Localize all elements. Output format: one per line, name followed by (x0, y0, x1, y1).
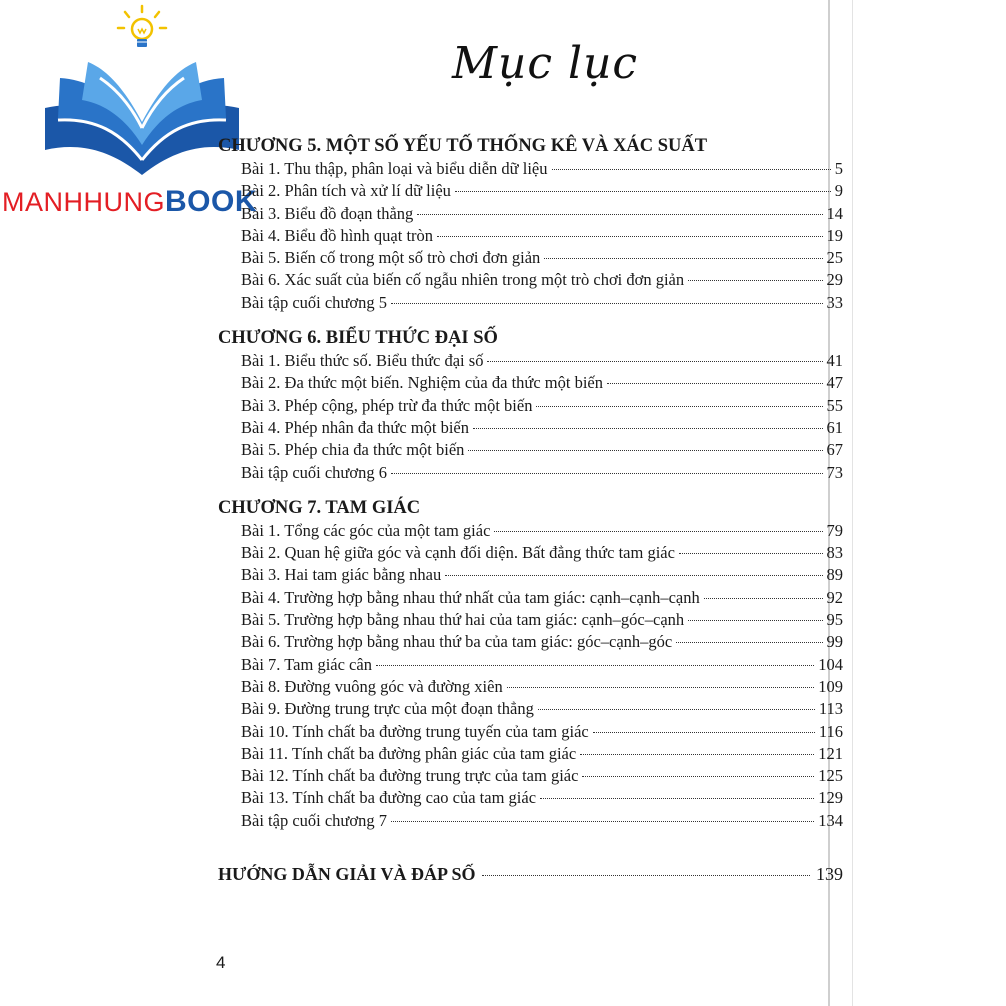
entry-page: 121 (818, 743, 843, 763)
toc-entry (218, 439, 843, 461)
dot-leader (679, 553, 823, 554)
chapter-heading: CHƯƠNG 7. TAM GIÁC (218, 497, 421, 518)
entry-label: Bài 9. Đường trung trực của một đoạn thẳng (241, 699, 534, 719)
entry-page: 139 (816, 864, 843, 885)
toc-entry (218, 350, 843, 372)
entry-label: Bài 7. Tam giác cân (241, 654, 372, 674)
entry-label: Bài 3. Hai tam giác bằng nhau (241, 565, 442, 585)
entry-label: Bài 5. Biến cố trong một số trò chơi đơn giản (241, 248, 541, 268)
toc-entry (218, 158, 843, 180)
entry-label: Bài 3. Phép cộng, phép trừ đa thức một biến (241, 395, 533, 415)
entry-page: 19 (826, 225, 843, 245)
toc-entry (218, 542, 843, 564)
entry-label: Bài 12. Tính chất ba đường trung trực của tam giác (241, 766, 579, 786)
book-lightbulb-icon (0, 0, 250, 185)
toc-entry (218, 564, 843, 586)
entry-page: 89 (826, 565, 843, 585)
toc-entry (218, 609, 843, 631)
entry-label: Bài tập cuối chương 7 (241, 810, 387, 830)
toc-entry (218, 765, 843, 787)
toc-entry (218, 225, 843, 247)
toc-entry (218, 676, 843, 698)
entry-page: 129 (818, 788, 843, 808)
dot-leader (582, 776, 814, 777)
entry-page: 95 (826, 610, 843, 630)
spacer (218, 484, 843, 496)
spacer (218, 314, 843, 326)
dot-leader (391, 821, 814, 822)
entry-page: 116 (818, 721, 843, 741)
entry-label: Bài 8. Đường vuông góc và đường xiên (241, 676, 503, 696)
entry-page: 99 (826, 632, 843, 652)
dot-leader (437, 236, 822, 237)
entry-page: 104 (818, 654, 843, 674)
dot-leader (607, 383, 822, 384)
toc-entry (218, 520, 843, 542)
chapter-heading: CHƯƠNG 6. BIỂU THỨC ĐẠI SỐ (218, 328, 498, 349)
entry-label: HƯỚNG DẪN GIẢI VÀ ĐÁP SỐ (218, 864, 476, 885)
toc-entry (218, 269, 843, 291)
logo-text-blue: BOOK (165, 185, 257, 218)
toc-entry (218, 292, 843, 314)
entry-page: 55 (826, 395, 843, 415)
toc-entry (218, 810, 843, 832)
toc-entry (218, 787, 843, 809)
entry-label: Bài 1. Tổng các góc của một tam giác (241, 520, 491, 540)
dot-leader (688, 620, 822, 621)
entry-label: Bài 4. Phép nhân đa thức một biến (241, 417, 469, 437)
entry-page: 109 (818, 676, 843, 696)
dot-leader (445, 575, 822, 576)
dot-leader (494, 531, 822, 532)
entry-page: 5 (834, 159, 843, 178)
entry-label: Bài 2. Phân tích và xử lí dữ liệu (241, 181, 451, 201)
dot-leader (391, 303, 823, 304)
entry-label: Bài 4. Biểu đồ hình quạt tròn (241, 225, 434, 245)
dot-leader (580, 754, 814, 755)
dot-leader (540, 798, 814, 799)
entry-page: 9 (834, 181, 843, 201)
dot-leader (676, 642, 822, 643)
toc-entry (218, 587, 843, 609)
entry-label: Bài 5. Phép chia đa thức một biến (241, 440, 465, 460)
toc-entry (218, 203, 843, 225)
entry-page: 61 (826, 417, 843, 437)
page-edge-line-secondary (852, 0, 853, 1006)
entry-page: 113 (818, 699, 843, 719)
dot-leader (455, 191, 831, 192)
entry-label: Bài 2. Đa thức một biến. Nghiệm của đa thức một biến (241, 373, 604, 393)
dot-leader (473, 428, 823, 429)
entry-page: 92 (826, 587, 843, 607)
toc-entry (218, 698, 843, 720)
dot-leader (704, 598, 823, 599)
entry-page: 25 (826, 248, 843, 268)
spacer (218, 832, 843, 862)
entry-label: Bài 13. Tính chất ba đường cao của tam giác (241, 788, 537, 808)
toc-entry (218, 743, 843, 765)
dot-leader (552, 169, 831, 170)
dot-leader (538, 709, 815, 710)
dot-leader (487, 361, 822, 362)
entry-page: 134 (818, 810, 843, 830)
dot-leader (482, 875, 810, 876)
dot-leader (417, 214, 822, 215)
entry-label: Bài 11. Tính chất ba đường phân giác của tam giác (241, 743, 577, 763)
entry-label: Bài 3. Biểu đồ đoạn thẳng (241, 203, 414, 223)
toc-entry (218, 462, 843, 484)
entry-page: 41 (826, 351, 843, 371)
entry-label: Bài tập cuối chương 5 (241, 292, 387, 312)
dot-leader (544, 258, 822, 259)
toc-entry (218, 654, 843, 676)
toc-entry (218, 180, 843, 202)
entry-label: Bài 4. Trường hợp bằng nhau thứ nhất của tam giác: cạnh–cạnh–cạnh (241, 587, 700, 607)
entry-page: 73 (826, 462, 843, 482)
answers-section-entry (218, 862, 843, 886)
dot-leader (688, 280, 822, 281)
chapter-heading: CHƯƠNG 5. MỘT SỐ YẾU TỐ THỐNG KÊ VÀ XÁC SUẤT (218, 136, 708, 156)
entry-page: 83 (826, 543, 843, 563)
table-of-contents (218, 134, 843, 886)
toc-entry (218, 247, 843, 269)
dot-leader (468, 450, 822, 451)
entry-label: Bài 10. Tính chất ba đường trung tuyến của tam giác (241, 721, 589, 741)
brand-logo (0, 0, 257, 230)
entry-label: Bài 1. Thu thập, phân loại và biểu diễn dữ liệu (241, 159, 548, 178)
dot-leader (593, 732, 815, 733)
toc-entry (218, 631, 843, 653)
entry-page: 47 (826, 373, 843, 393)
entry-page: 33 (826, 292, 843, 312)
dot-leader (391, 473, 823, 474)
dot-leader (507, 687, 815, 688)
page-number: 4 (216, 953, 226, 972)
dot-leader (536, 406, 822, 407)
entry-label: Bài 5. Trường hợp bằng nhau thứ hai của tam giác: cạnh–góc–cạnh (241, 610, 685, 630)
entry-page: 67 (826, 440, 843, 460)
entry-page: 14 (826, 203, 843, 223)
entry-page: 79 (826, 520, 843, 540)
entry-label: Bài 2. Quan hệ giữa góc và cạnh đối diện. Bất đẳng thức tam giác (241, 543, 675, 563)
entry-label: Bài 6. Xác suất của biến cố ngẫu nhiên trong một trò chơi đơn giản (241, 270, 685, 290)
entry-page: 125 (818, 766, 843, 786)
toc-entry (218, 417, 843, 439)
entry-label: Bài 1. Biểu thức số. Biểu thức đại số (241, 351, 484, 371)
dot-leader (376, 665, 814, 666)
entry-label: Bài 6. Trường hợp bằng nhau thứ ba của tam giác: góc–cạnh–góc (241, 632, 673, 652)
entry-page: 29 (826, 270, 843, 290)
page-title: Mục lục (452, 38, 639, 89)
entry-label: Bài tập cuối chương 6 (241, 462, 387, 482)
logo-text-red: MANHHUNG (2, 187, 165, 217)
toc-entry (218, 395, 843, 417)
toc-entry (218, 372, 843, 394)
toc-entry (218, 721, 843, 743)
